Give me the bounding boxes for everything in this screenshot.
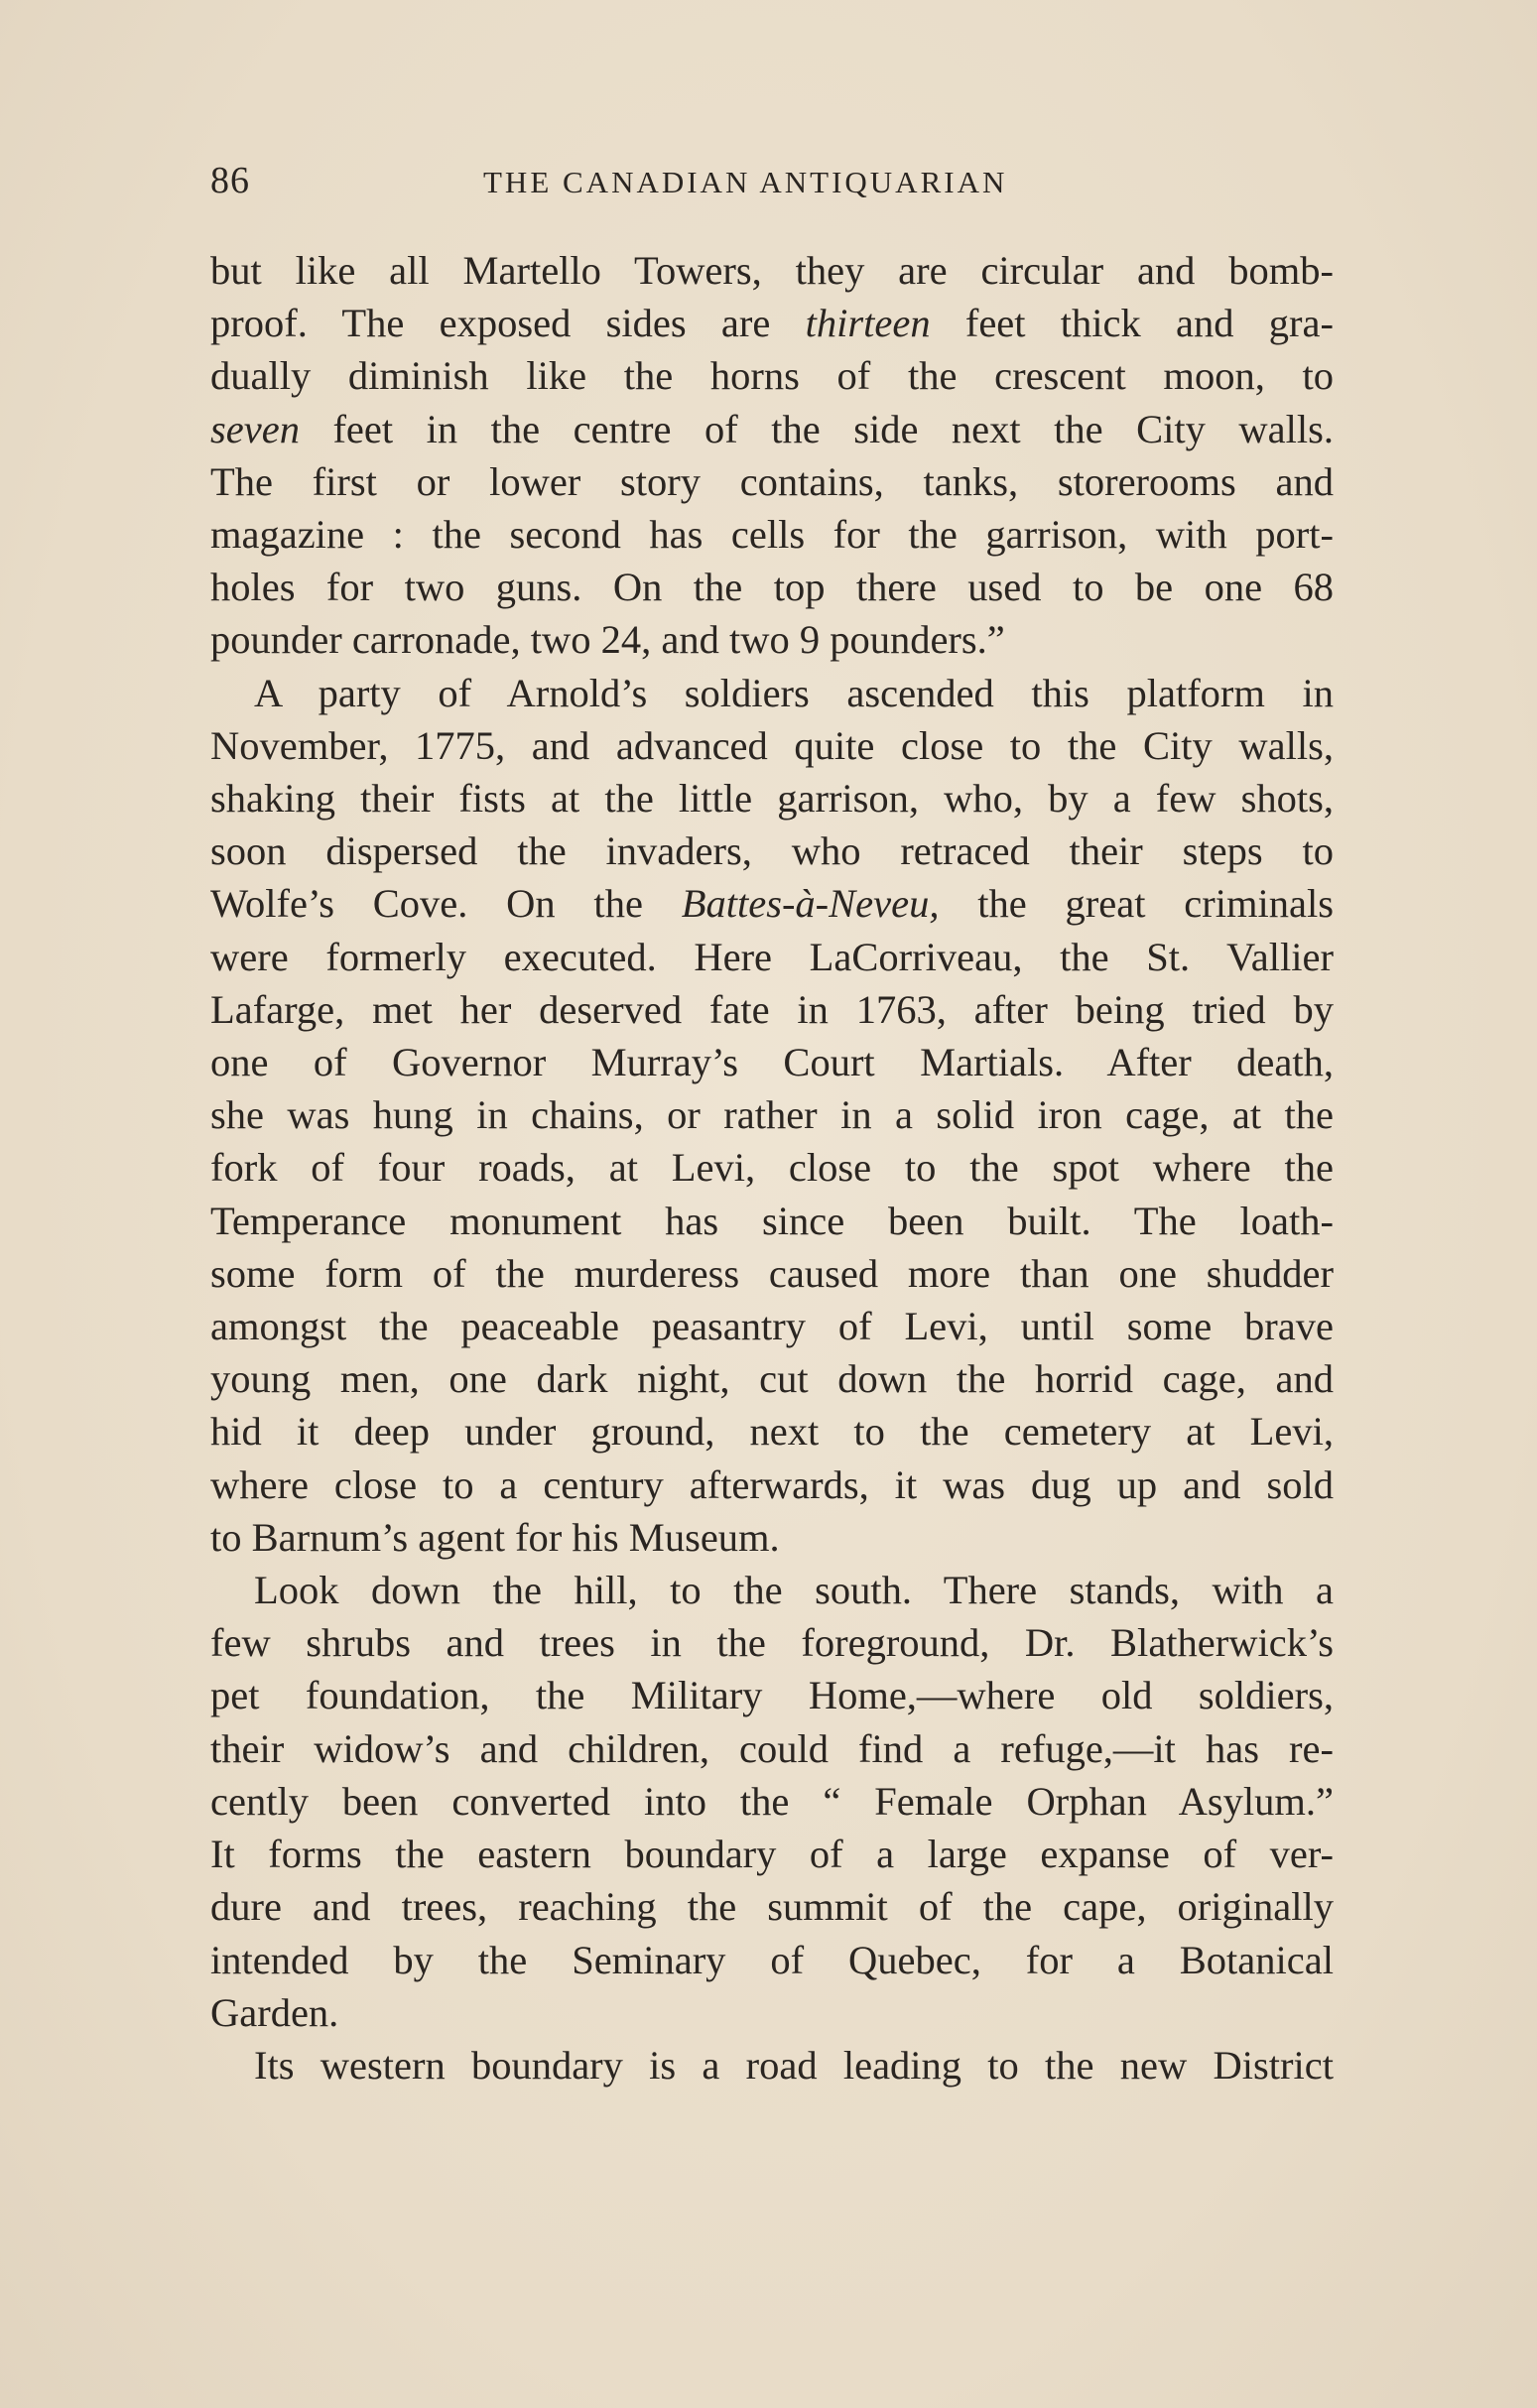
text-line: were formerly executed. Here LaCorriveau, the St. Vallier — [210, 934, 1334, 979]
text-line: she was hung in chains, or rather in a solid iron cage, at the — [210, 1092, 1334, 1138]
text-line: few shrubs and trees in the foreground, Dr. Blatherwick’s — [210, 1620, 1334, 1666]
text-line: seven feet in the centre of the side next the City walls. — [210, 406, 1334, 451]
text-line: cently been converted into the “ Female Orphan Asylum.” — [210, 1778, 1334, 1824]
text-line: dually diminish like the horns of the crescent moon, to — [210, 353, 1334, 399]
text-line: Look down the hill, to the south. There stands, with a — [254, 1568, 1334, 1613]
text-line: Wolfe’s Cove. On the Battes-à-Neveu, the great criminals — [210, 881, 1334, 927]
text-line: magazine : the second has cells for the garrison, with port- — [210, 512, 1334, 558]
italic-place-name: Battes-à-Neveu, — [681, 881, 940, 927]
text-line: intended by the Seminary of Quebec, for a Botanical — [210, 1937, 1334, 1982]
text-line: Its western boundary is a road leading to the new District — [254, 2042, 1334, 2088]
text-line: holes for two guns. On the top there used to be one 68 — [210, 565, 1334, 610]
text-line: some form of the murderess caused more than one shudder — [210, 1250, 1334, 1296]
text-line: The first or lower story contains, tanks, storerooms and — [210, 458, 1334, 504]
paragraph-1 — [210, 244, 1334, 667]
text-line: fork of four roads, at Levi, close to the spot where the — [210, 1145, 1334, 1191]
text-line: dure and trees, reaching the summit of the cape, originally — [210, 1884, 1334, 1930]
text-line: Lafarge, met her deserved fate in 1763, after being tried by — [210, 986, 1334, 1032]
italic-word: thirteen — [805, 301, 931, 346]
text-line: proof. The exposed sides are thirteen feet thick and gra- — [210, 301, 1335, 346]
page-number: 86 — [210, 160, 250, 201]
text-line: one of Governor Murray’s Court Martials. After death, — [210, 1040, 1334, 1085]
text-line: young men, one dark night, cut down the horrid cage, and — [210, 1356, 1334, 1402]
text-line: their widow’s and children, could find a refuge,—it has re- — [210, 1725, 1334, 1771]
text-line: but like all Martello Towers, they are circular and bomb- — [210, 248, 1334, 293]
text-line: hid it deep under ground, next to the cemetery at Levi, — [210, 1409, 1334, 1455]
text-line: November, 1775, and advanced quite close to the City walls, — [210, 722, 1334, 768]
text-line: A party of Arnold’s soldiers ascended this platform in — [254, 670, 1334, 715]
italic-word: seven — [210, 406, 300, 451]
text-line: pounder carronade, two 24, and two 9 pounders.” — [210, 617, 1005, 663]
page-header — [210, 159, 1334, 208]
text-line: where close to a century afterwards, it was dug up and sold — [210, 1461, 1334, 1507]
text-line: It forms the eastern boundary of a large expanse of ver- — [210, 1832, 1334, 1877]
paragraph-4 — [210, 2039, 1334, 2091]
running-title: THE CANADIAN ANTIQUARIAN — [483, 165, 1008, 199]
paragraph-2 — [210, 667, 1334, 1564]
text-line: soon dispersed the invaders, who retraced their steps to — [210, 828, 1334, 874]
text-line: Garden. — [210, 1989, 339, 2035]
text-line: amongst the peaceable peasantry of Levi, until some brave — [210, 1304, 1334, 1349]
text-line: Temperance monument has since been built. The loath- — [210, 1198, 1334, 1243]
paragraph-3 — [210, 1564, 1334, 2039]
text-line: shaking their fists at the little garrison, who, by a few shots, — [210, 776, 1334, 822]
text-line: pet foundation, the Military Home,—where old soldiers, — [210, 1673, 1334, 1718]
body-text — [210, 244, 1334, 2091]
text-line: to Barnum’s agent for his Museum. — [210, 1514, 780, 1560]
